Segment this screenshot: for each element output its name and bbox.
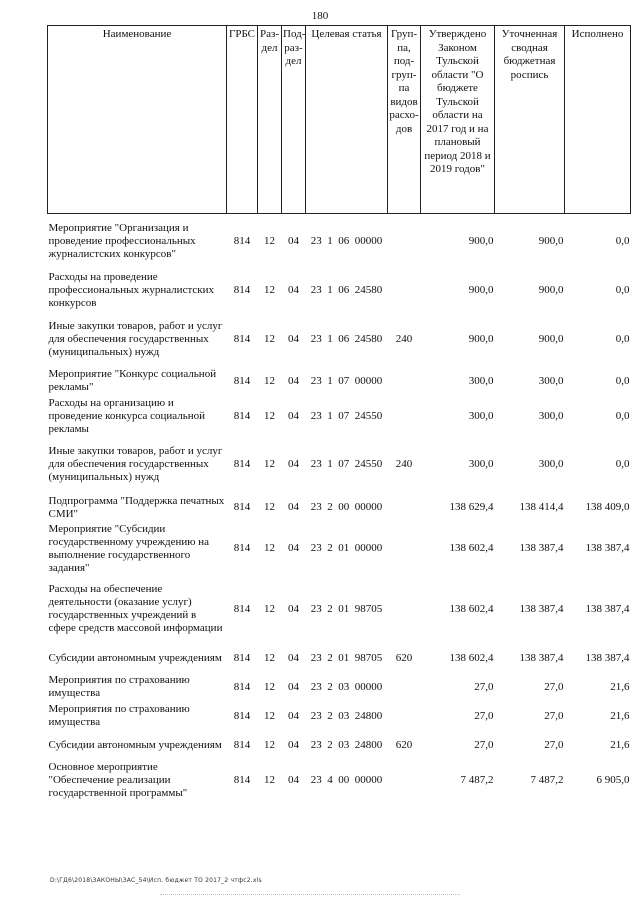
cell-group — [388, 702, 421, 731]
cell-target: 23 2 03 00000 — [310, 680, 383, 693]
table-row — [48, 396, 631, 437]
cell-approved: 7 487,2 — [460, 774, 494, 786]
cell-approved: 138 602,4 — [449, 651, 494, 664]
cell-target: 23 2 00 00000 — [310, 501, 383, 513]
cell-grbs: 814 — [233, 680, 251, 693]
cell-target: 23 2 01 98705 — [310, 602, 383, 615]
header-grbs: ГРБС — [227, 26, 258, 214]
table-row — [48, 214, 631, 270]
cell-executed: 138 387,4 — [585, 542, 630, 554]
cell-refined: 138 414,4 — [519, 501, 564, 513]
cell-razdel: 12 — [264, 738, 275, 751]
table-row — [48, 673, 631, 702]
cell-grbs: 814 — [233, 409, 251, 422]
cell-razdel: 12 — [264, 501, 275, 513]
cell-approved: 138 602,4 — [449, 542, 494, 554]
cell-name: Мероприятие "Конкурс социальной рекламы" — [48, 368, 217, 393]
cell-name: Расходы на проведение профессиональных журналистских конкурсов — [48, 271, 214, 309]
cell-podrazdel: 04 — [288, 738, 299, 751]
cell-executed: 0,0 — [615, 235, 630, 248]
table-row — [48, 731, 631, 760]
cell-executed: 21,6 — [610, 709, 630, 722]
cell-podrazdel: 04 — [288, 680, 299, 693]
cell-target: 23 2 03 24800 — [310, 738, 383, 751]
cell-approved: 27,0 — [474, 680, 494, 693]
header-razdel: Раз-дел — [258, 26, 282, 214]
cell-grbs: 814 — [233, 651, 251, 664]
cell-executed: 0,0 — [615, 409, 630, 422]
cell-refined: 900,0 — [538, 284, 564, 296]
header-target: Целевая статья — [306, 26, 388, 214]
cell-approved: 300,0 — [468, 409, 494, 422]
cell-group — [388, 367, 421, 396]
cell-target: 23 4 00 00000 — [310, 774, 383, 786]
cell-podrazdel: 04 — [288, 235, 299, 248]
table-row — [48, 575, 631, 644]
cell-grbs: 814 — [233, 374, 251, 387]
cell-group — [388, 523, 421, 575]
cell-name: Иные закупки товаров, работ и услуг для обеспечения государственных (муниципальных) нужд — [48, 319, 223, 358]
cell-grbs: 814 — [233, 774, 251, 786]
cell-target: 23 2 03 24800 — [310, 709, 383, 722]
cell-grbs: 814 — [233, 709, 251, 722]
cell-approved: 300,0 — [468, 458, 494, 470]
cell-group — [388, 396, 421, 437]
cell-name: Мероприятия по страхованию имущества — [48, 703, 190, 728]
cell-target: 23 2 01 98705 — [310, 651, 383, 664]
cell-refined: 27,0 — [544, 738, 564, 751]
cell-target: 23 1 07 00000 — [310, 374, 383, 387]
cell-podrazdel: 04 — [288, 409, 299, 422]
cell-name: Мероприятия по страхованию имущества — [48, 674, 190, 699]
header-name: Наименование — [48, 26, 227, 214]
header-group: Груп-па, под-груп-па видов расхо-дов — [388, 26, 421, 214]
cell-name: Мероприятие "Субсидии государственному учреждению на выполнение государственного задания" — [48, 522, 210, 574]
cell-approved: 900,0 — [468, 284, 494, 296]
cell-razdel: 12 — [264, 542, 275, 554]
cell-refined: 900,0 — [538, 235, 564, 248]
cell-approved: 300,0 — [468, 374, 494, 387]
cell-grbs: 814 — [233, 602, 251, 615]
table-row — [48, 760, 631, 802]
table-row — [48, 523, 631, 575]
cell-razdel: 12 — [264, 374, 275, 387]
cell-name: Субсидии автономным учреждениям — [48, 738, 222, 751]
cell-group — [388, 214, 421, 270]
cell-executed: 6 905,0 — [596, 774, 630, 786]
cell-executed: 21,6 — [610, 738, 630, 751]
cell-grbs: 814 — [233, 542, 251, 554]
cell-refined: 300,0 — [538, 409, 564, 422]
cell-group — [388, 270, 421, 312]
table-row — [48, 270, 631, 312]
cell-name: Подпрограмма "Поддержка печатных СМИ" — [48, 494, 225, 520]
cell-executed: 138 387,4 — [585, 602, 630, 615]
cell-name: Основное мероприятие "Обеспечение реализации государственной программы" — [48, 761, 188, 799]
header-podrazdel: Под-раз-дел — [282, 26, 306, 214]
cell-executed: 0,0 — [615, 332, 630, 345]
cell-razdel: 12 — [264, 680, 275, 693]
cell-refined: 900,0 — [538, 332, 564, 345]
cell-approved: 900,0 — [468, 235, 494, 248]
cell-target: 23 1 06 00000 — [310, 235, 383, 248]
cell-executed: 138 387,4 — [585, 651, 630, 664]
cell-razdel: 12 — [264, 774, 275, 786]
cell-grbs: 814 — [233, 501, 251, 513]
cell-name: Иные закупки товаров, работ и услуг для обеспечения государственных (муниципальных) нужд — [48, 445, 223, 483]
cell-group — [388, 493, 421, 523]
cell-executed: 0,0 — [615, 284, 630, 296]
cell-grbs: 814 — [233, 738, 251, 751]
table-row — [48, 312, 631, 367]
cell-executed: 0,0 — [615, 374, 630, 387]
cell-razdel: 12 — [264, 602, 275, 615]
table-row — [48, 367, 631, 396]
cell-refined: 7 487,2 — [530, 774, 564, 786]
cell-executed: 138 409,0 — [585, 501, 630, 513]
table-row — [48, 437, 631, 493]
cell-target: 23 1 06 24580 — [310, 284, 383, 296]
cell-target: 23 1 07 24550 — [310, 458, 383, 470]
cell-approved: 138 602,4 — [449, 602, 494, 615]
cell-podrazdel: 04 — [288, 709, 299, 722]
cell-grbs: 814 — [233, 235, 251, 248]
cell-refined: 138 387,4 — [519, 602, 564, 615]
cell-name: Мероприятие "Организация и проведение профессиональных журналистских конкурсов" — [48, 222, 196, 261]
file-path-footer: D:\ГД6\2018\ЗАКОНЫ\ЗАС_54\Исп. бюджет ТО 2017_2 чтфс2.xls — [50, 877, 262, 884]
cell-refined: 138 387,4 — [519, 542, 564, 554]
table-row — [48, 644, 631, 673]
header-approved: Утверждено Законом Тульской области "О бюджете Тульской области на 2017 год и на плановый период 2018 и 2019 годов" — [421, 26, 495, 214]
cell-refined: 138 387,4 — [519, 651, 564, 664]
cell-name: Субсидии автономным учреждениям — [48, 651, 222, 664]
cell-group: 240 — [395, 458, 413, 470]
footer-divider — [160, 894, 460, 895]
cell-razdel: 12 — [264, 284, 275, 296]
cell-group: 620 — [395, 738, 413, 751]
cell-razdel: 12 — [264, 458, 275, 470]
table-body — [48, 214, 631, 802]
cell-razdel: 12 — [264, 235, 275, 248]
cell-podrazdel: 04 — [288, 374, 299, 387]
cell-name: Расходы на организацию и проведение конкурса социальной рекламы — [48, 396, 206, 435]
cell-razdel: 12 — [264, 709, 275, 722]
cell-refined: 27,0 — [544, 709, 564, 722]
cell-group: 240 — [395, 332, 413, 345]
cell-approved: 900,0 — [468, 332, 494, 345]
cell-podrazdel: 04 — [288, 542, 299, 554]
cell-razdel: 12 — [264, 332, 275, 345]
cell-group — [388, 760, 421, 802]
cell-group — [388, 575, 421, 644]
cell-podrazdel: 04 — [288, 501, 299, 513]
cell-podrazdel: 04 — [288, 774, 299, 786]
cell-podrazdel: 04 — [288, 651, 299, 664]
cell-group: 620 — [395, 651, 413, 664]
cell-podrazdel: 04 — [288, 284, 299, 296]
cell-approved: 138 629,4 — [449, 501, 494, 513]
cell-razdel: 12 — [264, 409, 275, 422]
header-executed: Исполнено — [565, 26, 631, 214]
header-refined: Уточненная сводная бюджетная роспись — [495, 26, 565, 214]
cell-grbs: 814 — [233, 284, 251, 296]
cell-razdel: 12 — [264, 651, 275, 664]
cell-approved: 27,0 — [474, 709, 494, 722]
table-header — [48, 26, 631, 214]
cell-group — [388, 673, 421, 702]
cell-podrazdel: 04 — [288, 602, 299, 615]
budget-table — [47, 25, 631, 802]
cell-approved: 27,0 — [474, 738, 494, 751]
cell-name: Расходы на обеспечение деятельности (оказание услуг) государственных учреждений в сфере средств массовой информации — [48, 583, 223, 634]
cell-refined: 300,0 — [538, 458, 564, 470]
cell-grbs: 814 — [233, 458, 251, 470]
cell-executed: 21,6 — [610, 680, 630, 693]
cell-refined: 27,0 — [544, 680, 564, 693]
cell-target: 23 2 01 00000 — [310, 542, 383, 554]
cell-podrazdel: 04 — [288, 332, 299, 345]
table-row — [48, 493, 631, 523]
cell-target: 23 1 07 24550 — [310, 409, 383, 422]
cell-podrazdel: 04 — [288, 458, 299, 470]
cell-grbs: 814 — [233, 332, 251, 345]
cell-target: 23 1 06 24580 — [310, 332, 383, 345]
page-number: 180 — [311, 10, 329, 22]
cell-refined: 300,0 — [538, 374, 564, 387]
cell-executed: 0,0 — [615, 458, 630, 470]
table-row — [48, 702, 631, 731]
